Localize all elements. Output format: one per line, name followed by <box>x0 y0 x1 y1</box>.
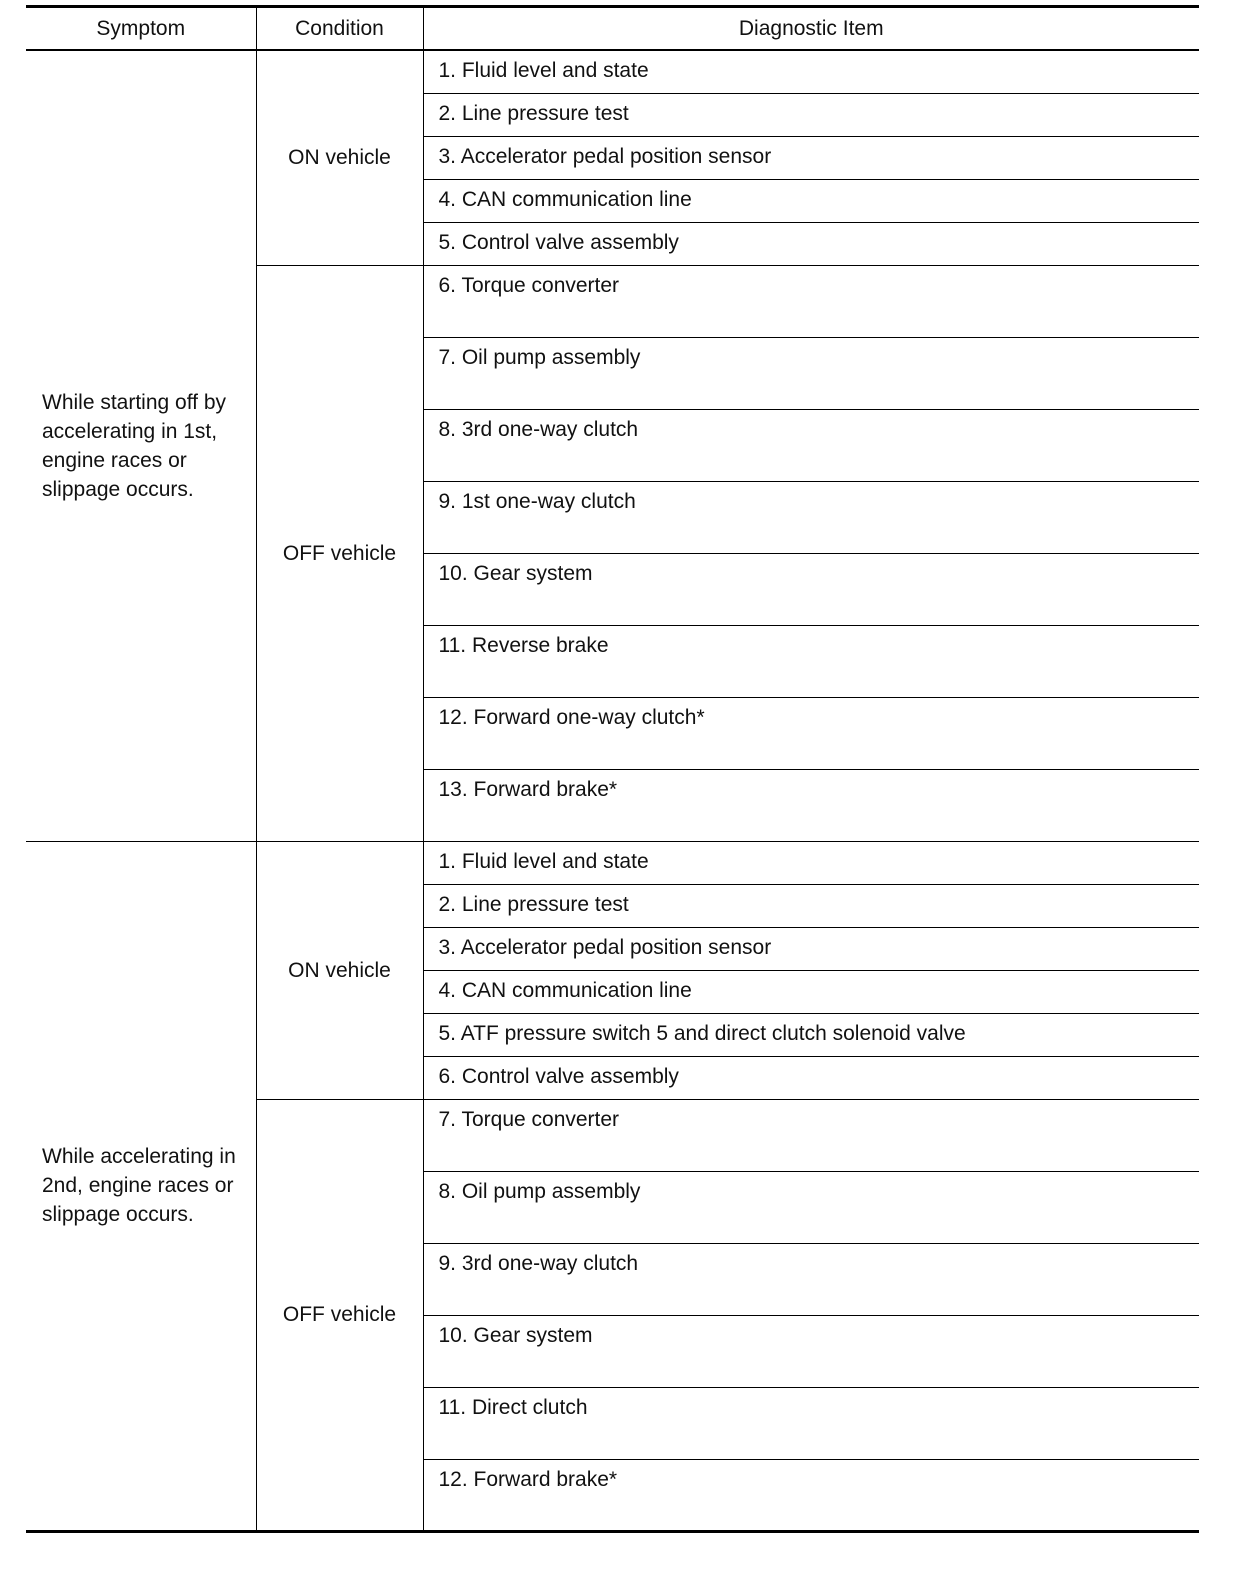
condition-on-vehicle: ON vehicle <box>256 841 423 1099</box>
diagnostic-item: 2. Line pressure test <box>423 93 1199 136</box>
diagnostic-item: 10. Gear system <box>423 553 1199 625</box>
diagnostic-item: 13. Forward brake* <box>423 769 1199 841</box>
diagnostic-item: 1. Fluid level and state <box>423 841 1199 884</box>
diagnostic-item: 4. CAN communication line <box>423 179 1199 222</box>
diagnostic-item: 7. Torque converter <box>423 1099 1199 1171</box>
header-condition: Condition <box>256 7 423 51</box>
diagnostic-item: 9. 3rd one-way clutch <box>423 1243 1199 1315</box>
diagnostic-item: 11. Reverse brake <box>423 625 1199 697</box>
diagnostic-item: 10. Gear system <box>423 1315 1199 1387</box>
header-diagnostic-item: Diagnostic Item <box>423 7 1199 51</box>
diagnostic-table <box>26 5 1199 1533</box>
diagnostic-item: 3. Accelerator pedal position sensor <box>423 136 1199 179</box>
condition-on-vehicle: ON vehicle <box>256 50 423 265</box>
table-row <box>26 50 1199 93</box>
diagnostic-item: 4. CAN communication line <box>423 970 1199 1013</box>
diagnostic-item: 11. Direct clutch <box>423 1387 1199 1459</box>
diagnostic-item: 5. Control valve assembly <box>423 222 1199 265</box>
condition-off-vehicle: OFF vehicle <box>256 1099 423 1531</box>
diagnostic-item: 12. Forward one-way clutch* <box>423 697 1199 769</box>
diagnostic-item: 2. Line pressure test <box>423 884 1199 927</box>
diagnostic-item: 8. 3rd one-way clutch <box>423 409 1199 481</box>
symptom-cell: While accelerating in 2nd, engine races or slippage occurs. <box>26 841 256 1531</box>
diagnostic-item: 6. Control valve assembly <box>423 1056 1199 1099</box>
diagnostic-item: 12. Forward brake* <box>438 1467 618 1491</box>
symptom-cell: While starting off by accelerating in 1st, engine races or slippage occurs. <box>26 50 256 841</box>
table-row <box>26 841 1199 884</box>
diagnostic-item: 9. 1st one-way clutch <box>423 481 1199 553</box>
header-symptom: Symptom <box>26 7 256 51</box>
condition-off-vehicle: OFF vehicle <box>256 265 423 841</box>
diagnostic-item: 6. Torque converter <box>423 265 1199 337</box>
diagnostic-item: 5. ATF pressure switch 5 and direct clutch solenoid valve <box>423 1013 1199 1056</box>
diagnostic-item: 7. Oil pump assembly <box>423 337 1199 409</box>
header-row <box>26 7 1199 51</box>
diagnostic-item: 1. Fluid level and state <box>423 50 1199 93</box>
diagnostic-item: 8. Oil pump assembly <box>423 1171 1199 1243</box>
diagnostic-item: 3. Accelerator pedal position sensor <box>423 927 1199 970</box>
